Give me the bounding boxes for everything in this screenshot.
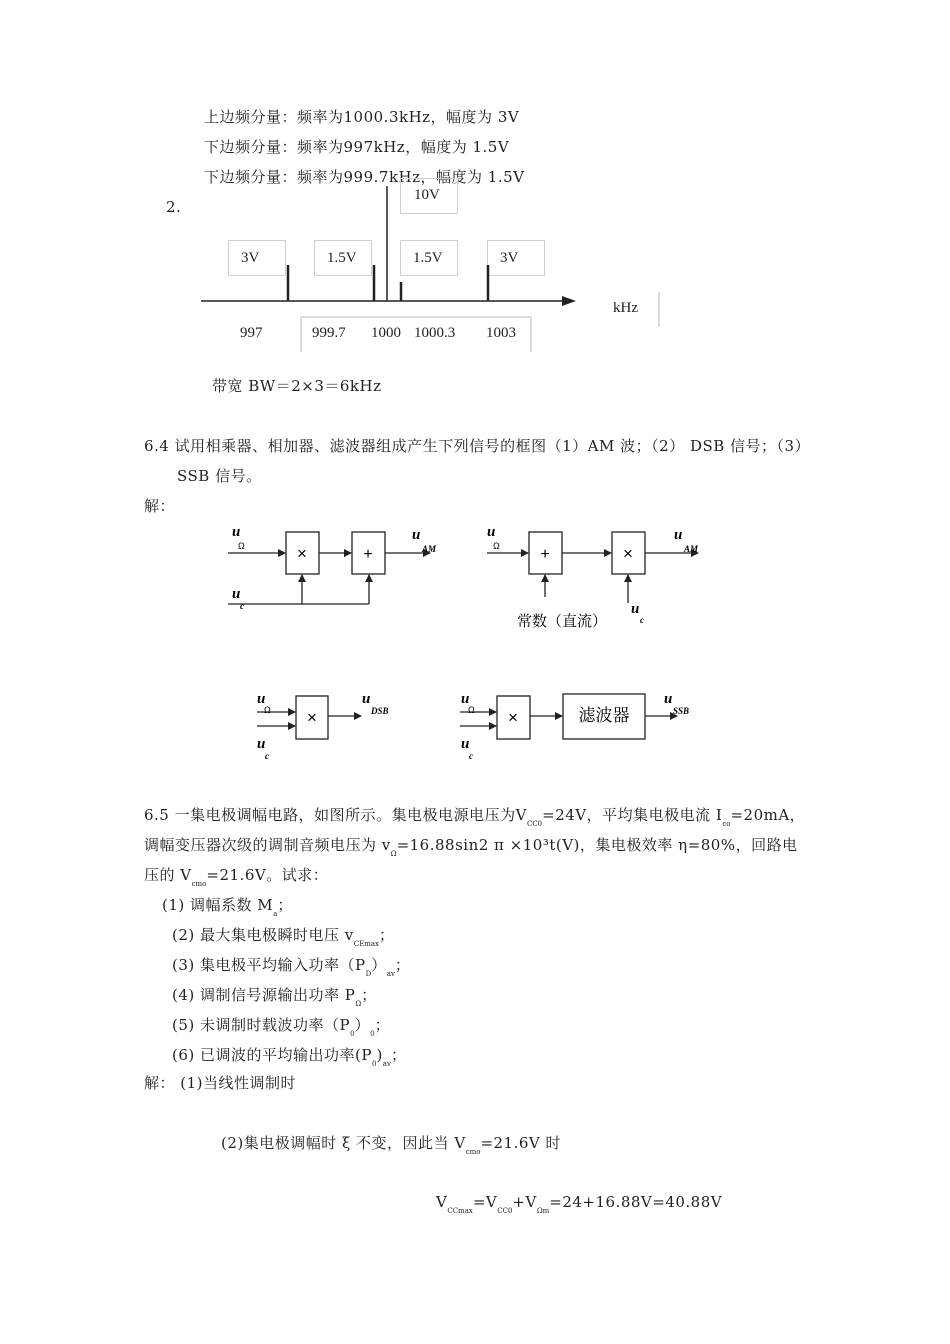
freq-label-1000-3: 1000.3 xyxy=(414,325,456,341)
q65-line-1-b: =24V，平均集电极电流 I xyxy=(542,806,723,824)
sub-cmo: cmo xyxy=(191,880,207,888)
q65-line-2-b: =16.88sin2 π ×10³t(V)，集电极效率 η=80%，回路电 xyxy=(396,836,798,854)
output-u-label-2: u xyxy=(674,527,683,543)
eq-result: =24+16.88V=40.88V xyxy=(549,1193,723,1211)
item-6-sub: 0 xyxy=(371,1060,377,1068)
q65-item-2 xyxy=(172,926,395,953)
q65-answer-1: 解： (1)当线性调制时 xyxy=(144,1074,297,1092)
item-2-label: 2. xyxy=(166,198,182,216)
amp-label-997: 3V xyxy=(241,250,260,266)
sub-cc0: CC0 xyxy=(526,820,543,828)
eq-sub-omega-m: Ωm xyxy=(536,1207,550,1215)
sideband-line-lower-2: 下边频分量：频率为999.7kHz，幅度为 1.5V xyxy=(204,168,525,186)
ssb-diagram xyxy=(460,691,689,761)
amp-label-1003: 3V xyxy=(500,250,519,266)
item-3-sub2: av xyxy=(386,970,395,978)
item-2-text: (2) 最大集电极瞬时电压 v xyxy=(172,926,354,944)
eq-v: V xyxy=(436,1193,448,1211)
item-3-text: (3) 集电极平均输入功率（P xyxy=(172,956,366,974)
input-u-omega-label: u xyxy=(232,524,241,540)
item-4-tail: ； xyxy=(361,986,377,1004)
sub-omega: Ω xyxy=(390,850,397,858)
omega-subscript-2: Ω xyxy=(493,541,500,551)
item-1-sub: a xyxy=(273,910,278,918)
q65-item-1 xyxy=(162,896,293,923)
item-6-sub2: av xyxy=(382,1060,391,1068)
item-5-tail2: ； xyxy=(374,1016,391,1034)
item-5-text: (5) 未调制时载波功率（P xyxy=(172,1016,351,1034)
item-1-tail: ； xyxy=(277,896,293,914)
q65-line-2 xyxy=(144,836,798,863)
block-diagrams xyxy=(0,515,950,770)
amp-label-999-7: 1.5V xyxy=(327,250,357,266)
multiplier-symbol-2: × xyxy=(623,544,633,563)
item-4-sub: Ω xyxy=(355,1000,362,1008)
am-diagram-add-first xyxy=(487,524,699,630)
adder-symbol-2: + xyxy=(540,546,550,563)
c-subscript: c xyxy=(240,601,244,611)
am-subscript: AM xyxy=(422,544,437,554)
eq-sub-ccmax: CCmax xyxy=(447,1207,473,1215)
multiplier-symbol: × xyxy=(297,544,307,563)
item-2-tail: ； xyxy=(379,926,395,944)
omega-subscript: Ω xyxy=(238,541,245,551)
ssb-multiplier-symbol: × xyxy=(508,708,518,727)
q65-line-1-a: 6.5 一集电极调幅电路，如图所示。集电极电源电压为V xyxy=(144,806,527,824)
q65-line-1-c: =20mA， xyxy=(730,806,806,824)
adder-symbol: + xyxy=(363,546,373,563)
item-4-text: (4) 调制信号源输出功率 P xyxy=(172,986,356,1004)
q64-line-1: 6.4 试用相乘器、相加器、滤波器组成产生下列信号的框图（1）AM 波；（2） DSB 信号；（3） xyxy=(144,437,811,455)
output-u-label: u xyxy=(412,527,421,543)
q65-line-1 xyxy=(144,806,805,833)
q65-item-4 xyxy=(172,986,377,1013)
freq-label-1003: 1003 xyxy=(486,325,516,341)
dsb-multiplier-symbol: × xyxy=(307,708,317,727)
item-3-tail: ） xyxy=(371,956,387,974)
item-5-tail: ） xyxy=(354,1016,371,1034)
amp-label-carrier: 10V xyxy=(414,187,440,203)
c-subscript-2: c xyxy=(640,615,644,625)
item-2-sub: CEmax xyxy=(353,940,379,948)
ssb-u-omega-label: u xyxy=(461,691,470,707)
q65-item-5 xyxy=(172,1016,390,1043)
vce-max-equation xyxy=(436,1193,722,1220)
q65-item-6 xyxy=(172,1046,406,1073)
amp-label-1000-3: 1.5V xyxy=(413,250,443,266)
item-3-sub: D xyxy=(365,970,372,978)
am-subscript-2: AM xyxy=(684,544,699,554)
input-u-c-label: u xyxy=(232,586,241,602)
dsb-output-u-label: u xyxy=(362,691,371,707)
freq-label-999-7: 999.7 xyxy=(312,325,346,341)
input-u-omega-label-2: u xyxy=(487,524,496,540)
eq-eq-v: =V xyxy=(472,1193,498,1211)
sub-co: co xyxy=(722,820,731,828)
freq-unit: kHz xyxy=(613,300,638,316)
q65-line-3 xyxy=(144,866,328,893)
item-5-sub: 0 xyxy=(350,1030,355,1038)
item-3-tail2: ； xyxy=(394,956,411,974)
item-6-tail2: ； xyxy=(390,1046,407,1064)
sideband-line-upper: 上边频分量：频率为1000.3kHz，幅度为 3V xyxy=(204,108,520,126)
ssb-omega-subscript: Ω xyxy=(468,705,475,715)
answer-2-sub: cmo xyxy=(465,1148,481,1156)
ssb-c-subscript: c xyxy=(469,751,473,761)
q64-line-2: SSB 信号。 xyxy=(177,467,262,485)
ssb-output-u-label: u xyxy=(664,691,673,707)
am-diagram-multiply-first xyxy=(228,524,437,611)
item-1-text: (1) 调幅系数 M xyxy=(162,896,274,914)
freq-label-1000: 1000 xyxy=(371,325,401,341)
answer-2-a: (2)集电极调幅时 ξ 不变，因此当 V xyxy=(221,1134,466,1152)
dsb-c-subscript: c xyxy=(265,751,269,761)
input-u-c-label-2: u xyxy=(631,601,640,617)
q65-answer-2 xyxy=(221,1134,561,1161)
spectrum-axes xyxy=(0,0,950,360)
dsb-u-omega-label: u xyxy=(257,691,266,707)
q65-line-3-b: =21.6V。试求： xyxy=(206,866,329,884)
ssb-subscript: SSB xyxy=(673,706,690,716)
q65-line-3-a: 压的 V xyxy=(144,866,192,884)
bandwidth-line: 带宽 BW＝2×3＝6kHz xyxy=(212,377,382,395)
item-6-tail: ) xyxy=(376,1046,383,1064)
eq-sub-cc0: CC0 xyxy=(497,1207,513,1215)
axis-arrow xyxy=(562,296,576,306)
item-5-sub2: 0 xyxy=(370,1030,375,1038)
sideband-line-lower-1: 下边频分量：频率为997kHz，幅度为 1.5V xyxy=(204,138,510,156)
q65-line-2-a: 调幅变压器次级的调制音频电压为 v xyxy=(144,836,391,854)
item-6-text: (6) 已调波的平均输出功率(P xyxy=(172,1046,372,1064)
ssb-u-c-label: u xyxy=(461,736,470,752)
q65-item-3 xyxy=(172,956,410,983)
dsb-omega-subscript: Ω xyxy=(264,705,271,715)
dsb-u-c-label: u xyxy=(257,736,266,752)
freq-label-997: 997 xyxy=(240,325,263,341)
dsb-subscript: DSB xyxy=(371,706,389,716)
dsb-diagram xyxy=(257,691,389,761)
filter-label: 滤波器 xyxy=(578,706,630,725)
constant-dc-label: 常数（直流） xyxy=(517,613,608,630)
answer-2-b: =21.6V 时 xyxy=(480,1134,562,1152)
q64-answer-label: 解： xyxy=(144,497,176,515)
eq-plus-v: +V xyxy=(512,1193,537,1211)
